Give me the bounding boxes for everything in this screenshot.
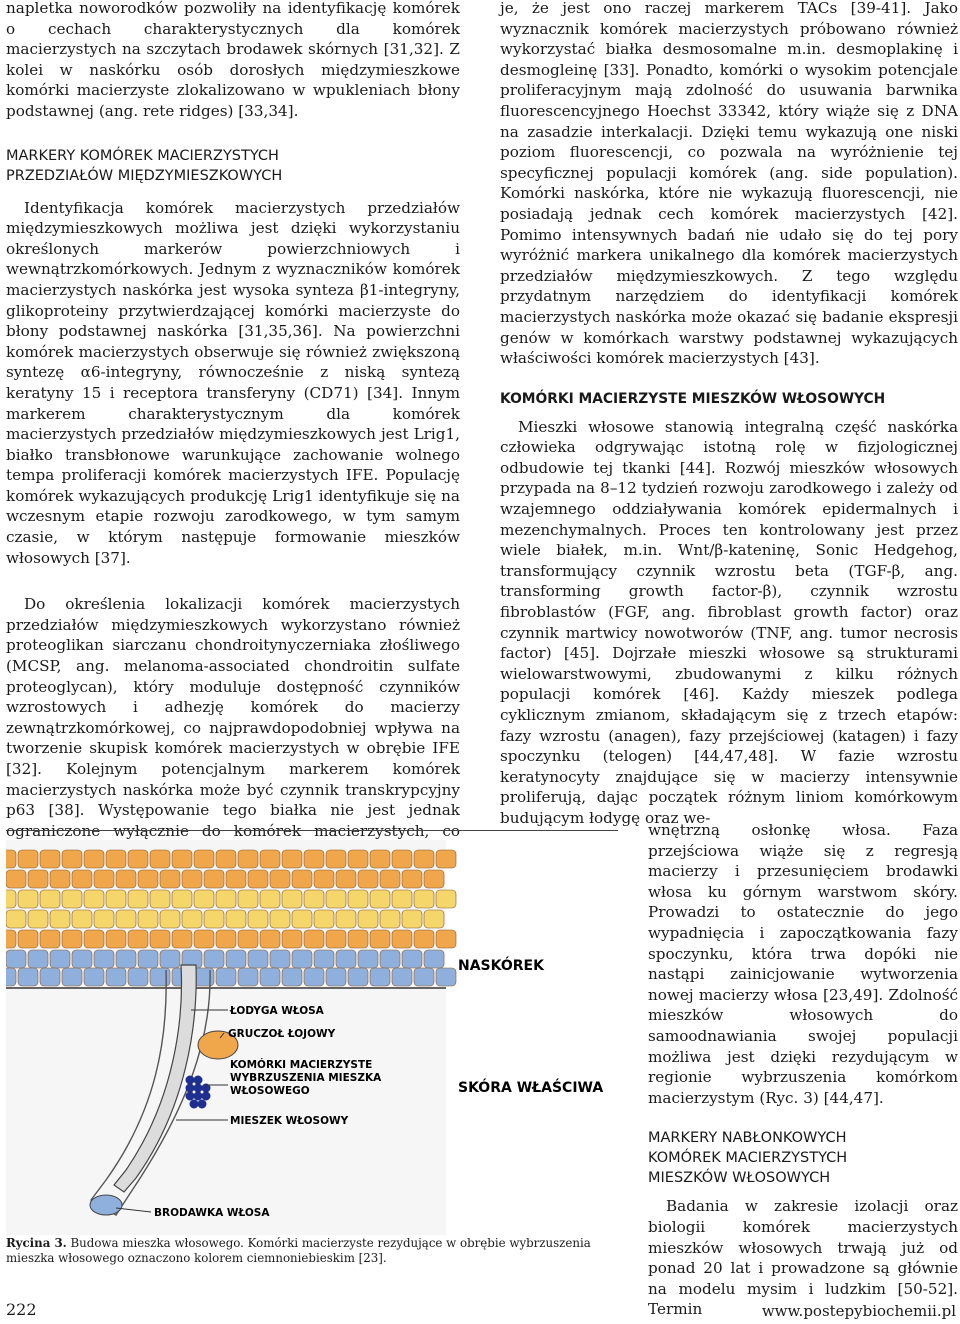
label-lodyga: ŁODYGA WŁOSA bbox=[230, 1005, 324, 1017]
figure-divider bbox=[6, 830, 618, 831]
epidermis-cell bbox=[116, 950, 136, 968]
epidermis-cell bbox=[358, 870, 378, 888]
epidermis-cell bbox=[116, 910, 136, 928]
epidermis-cell bbox=[28, 950, 48, 968]
epidermis-cell bbox=[50, 950, 70, 968]
hair-follicle-figure bbox=[6, 840, 618, 1235]
epidermis-cell bbox=[402, 910, 422, 928]
epidermis-cell bbox=[292, 910, 312, 928]
epidermis-cell bbox=[260, 890, 280, 908]
epidermis-cell bbox=[128, 968, 148, 986]
epidermis-cell bbox=[424, 870, 444, 888]
epidermis-cell bbox=[304, 850, 324, 868]
epidermis-cell bbox=[18, 850, 38, 868]
paragraph-hair-follicle: Mieszki włosowe stanowią integralną część naskórka człowieka odgrywając istotną rolę w fizjologicznej odbudowie tej tkanki [44]. Rozwój mieszków włosowych przypada na 8–12 tydzień rozwoju zarodkowego i zależy od wzajemnego oddziaływania komórek epidermalnych i mezenchymalnych. Proces ten kontrolowany jest przez wiele białek, m.in. Wnt/β-kateninę, Sonic Hedgehog, transformujący czynnik wzrostu beta (TGF-β, ang. transforming growth factor-β), czynnik wzrostu fibroblastów (FGF, ang. fibroblast growth factor) oraz czynnik martwicy nowotworów (TNF, ang. tumor necrosis factor) [45]. Dojrzałe mieszki włosowe są strukturami wielowarstwowymi, zbudowanymi z kilku różnych populacji komórek [46]. Każdy mieszek podlega cyklicznym zmianom, składającym się z trzech etapów: fazy wzrostu (anagen), fazy przejściowej (katagen) i fazy spoczynku (telogen) [44,47,48]. W fazie wzrostu keratynocyty znajdujące się w macierzy intensywnie proliferują, dając początek różnym liniom komórkowym budującym łodygę oraz we- bbox=[500, 417, 958, 827]
epidermis-cell bbox=[248, 950, 268, 968]
epidermis-cell bbox=[238, 890, 258, 908]
epidermis-cell bbox=[128, 930, 148, 948]
epidermis-cell bbox=[392, 968, 412, 986]
epidermis-cell bbox=[150, 930, 170, 948]
label-naskorek: NASKÓREK bbox=[458, 958, 544, 974]
epidermis-cell bbox=[436, 968, 456, 986]
epidermis-cell bbox=[436, 930, 456, 948]
epidermis-cell bbox=[370, 930, 390, 948]
epidermis-cell bbox=[182, 910, 202, 928]
epidermis-cell bbox=[226, 870, 246, 888]
epidermis-cell bbox=[94, 950, 114, 968]
epidermis-cell bbox=[62, 968, 82, 986]
section-heading-interfollicular: MARKERY KOMÓREK MACIERZYSTYCH PRZEDZIAŁÓW MIĘDZYMIESZKOWYCH bbox=[6, 147, 283, 184]
epidermis-cell bbox=[358, 950, 378, 968]
epidermis-cell bbox=[436, 850, 456, 868]
left-column bbox=[6, 0, 460, 862]
epidermis-cells bbox=[6, 850, 456, 988]
epidermis-cell bbox=[292, 950, 312, 968]
epidermis-cell bbox=[248, 910, 268, 928]
epidermis-cell bbox=[72, 950, 92, 968]
epidermis-cell bbox=[40, 890, 60, 908]
epidermis-cell bbox=[216, 968, 236, 986]
epidermis-cell bbox=[314, 950, 334, 968]
epidermis-cell bbox=[84, 890, 104, 908]
page-number: 222 bbox=[6, 1300, 37, 1319]
epidermis-cell bbox=[380, 870, 400, 888]
caption-label: Rycina 3. bbox=[6, 1236, 67, 1250]
epidermis-cell bbox=[348, 890, 368, 908]
paragraph-intro: napletka noworodków pozwoliły na identyfikację komórek o cechach charakterystycznych dla komórek macierzystych na szczytach brodawek skórnych [31,32]. Z kolei w naskórku osób dorosłych międzymieszkowe komórki macierzyste zlokalizowano w wpukleniach błony podstawnej (ang. rete ridges) [33,34]. bbox=[6, 0, 460, 120]
epidermis-cell bbox=[304, 968, 324, 986]
epidermis-cell bbox=[304, 890, 324, 908]
epidermis-cell bbox=[172, 930, 192, 948]
epidermis-cell bbox=[40, 850, 60, 868]
label-komorki-2: WYBRZUSZENIA MIESZKA bbox=[230, 1072, 382, 1084]
epidermis-cell bbox=[336, 870, 356, 888]
epidermis-cell bbox=[380, 950, 400, 968]
epidermis-cell bbox=[392, 890, 412, 908]
epidermis-cell bbox=[260, 968, 280, 986]
epidermis-cell bbox=[116, 870, 136, 888]
epidermis-cell bbox=[282, 930, 302, 948]
epidermis-cell bbox=[326, 850, 346, 868]
epidermis-cell bbox=[150, 850, 170, 868]
epidermis-cell bbox=[370, 850, 390, 868]
right-column-wrap bbox=[648, 820, 958, 1320]
epidermis-cell bbox=[94, 910, 114, 928]
epidermis-cell bbox=[106, 890, 126, 908]
epidermis-cell bbox=[314, 870, 334, 888]
epidermis-cell bbox=[370, 968, 390, 986]
epidermis-cell bbox=[304, 930, 324, 948]
epidermis-cell bbox=[292, 870, 312, 888]
epidermis-cell bbox=[50, 870, 70, 888]
epidermis-cell bbox=[260, 850, 280, 868]
epidermis-cell bbox=[84, 930, 104, 948]
epidermis-cell bbox=[6, 850, 16, 868]
epidermis-cell bbox=[6, 910, 26, 928]
epidermis-cell bbox=[84, 850, 104, 868]
epidermis-cell bbox=[172, 850, 192, 868]
journal-url: www.postepybiochemii.pl bbox=[761, 1302, 956, 1320]
paragraph-epithelial-markers: Badania w zakresie izolacji oraz biologii komórek macierzystych mieszków włosowych trwają już od ponad 20 lat i prowadzone są głównie na modelu mysim i ludzkim [50-52]. Termin bbox=[648, 1197, 958, 1319]
epidermis-cell bbox=[392, 930, 412, 948]
epidermis-cell bbox=[194, 930, 214, 948]
right-column bbox=[500, 0, 958, 829]
epidermis-cell bbox=[62, 890, 82, 908]
epidermis-cell bbox=[160, 870, 180, 888]
epidermis-cell bbox=[414, 968, 434, 986]
epidermis-cell bbox=[72, 870, 92, 888]
epidermis-cell bbox=[248, 870, 268, 888]
epidermis-cell bbox=[138, 910, 158, 928]
paragraph-markers: Identyfikacja komórek macierzystych przedziałów międzymieszkowych możliwa jest dzięki wykorzystaniu określonych markerów powierzchniowych i wewnątrzkomórkowych. Jednym z wyznaczników komórek macierzystych naskórka jest wysoka synteza β1-integryny, glikoproteiny przytwierdzającej komórki macierzyste do błony podstawnej naskórka [31,35,36]. Na powierzchni komórek macierzystych obserwuje się również zwiększoną syntezę α6-integryny, równocześnie z niską syntezą keratyny 15 i receptora transferyny (CD71) [34]. Innym markerem charakterystycznym dla komórek macierzystych przedziałów międzymieszkowych jest Lrig1, białko transbłonowe warunkujące zachowanie wolnego tempa proliferacji komórek macierzystych IFE. Populację komórek wykazujących produkcję Lrig1 identyfikuje się na wczesnym etapie rozwoju zarodkowego, w tym samym czasie, w którym następuje formowanie mieszków włosowych [37]. bbox=[6, 198, 460, 567]
epidermis-cell bbox=[424, 910, 444, 928]
epidermis-cell bbox=[194, 850, 214, 868]
epidermis-cell bbox=[270, 910, 290, 928]
dermal-papilla bbox=[90, 1195, 122, 1215]
paragraph-hair-follicle-continued: wnętrzną osłonkę włosa. Faza przejściowa wiąże się z regresją macierzy i przesunięciem brodawki włosa ku górnym warstwom skóry. Prowadzi to ostatecznie do jego wypadnięcia i zapoczątkowania fazy spoczynku, która trwa dopóki nie nastąpi zainicjowanie wytworzenia nowej macierzy włosa [23,49]. Zdolność mieszków włosowych do samoodnawiania swojej populacji możliwa jest dzięki rezydującym w regionie wybrzuszenia komórkom macierzystym (Ryc. 3) [44,47]. bbox=[648, 821, 958, 1107]
epidermis-cell bbox=[50, 910, 70, 928]
figure-caption bbox=[6, 1236, 618, 1266]
label-gruczol: GRUCZOŁ ŁOJOWY bbox=[228, 1028, 336, 1040]
caption-text: Budowa mieszka włosowego. Komórki macierzyste rezydujące w obrębie wybrzuszenia mieszka włosowego oznaczono kolorem ciemnoniebieskim [23]. bbox=[6, 1236, 591, 1265]
epidermis-cell bbox=[204, 950, 224, 968]
epidermis-cell bbox=[128, 890, 148, 908]
epidermis-cell bbox=[40, 930, 60, 948]
epidermis-cell bbox=[62, 850, 82, 868]
epidermis-cell bbox=[6, 870, 26, 888]
epidermis-cell bbox=[138, 950, 158, 968]
epidermis-cell bbox=[160, 950, 180, 968]
epidermis-cell bbox=[326, 890, 346, 908]
epidermis-cell bbox=[226, 910, 246, 928]
label-komorki-3: WŁOSOWEGO bbox=[230, 1085, 310, 1097]
epidermis-cell bbox=[138, 870, 158, 888]
epidermis-cell bbox=[282, 968, 302, 986]
epidermis-cell bbox=[358, 910, 378, 928]
epidermis-cell bbox=[194, 968, 214, 986]
epidermis-cell bbox=[84, 968, 104, 986]
label-skora: SKÓRA WŁAŚCIWA bbox=[458, 1080, 604, 1096]
epidermis-cell bbox=[414, 890, 434, 908]
epidermis-cell bbox=[336, 950, 356, 968]
paragraph-tacs: je, że jest ono raczej markerem TACs [39-41]. Jako wyznacznik komórek macierzystych próbowano również wykorzystać białka desmosomalne m.in. desmoplakinę i desmogleinę [33]. Ponadto, komórki o wysokim potencjale proliferacyjnym mają zdolność do usuwania barwnika fluorescencyjnego Hoechst 33342, który wiąże się z DNA na zasadzie interkalacji. Dzięki temu wykazują one niski poziom fluorescencji, co pozwala na wyróżnienie tej specyficznej populacji komórek (ang. side population). Komórki naskórka, które nie wykazują fluorescencji, nie posiadają jednak cech komórek macierzystych [42]. Pomimo intensywnych badań nie udało się do tej pory wyróżnić markera unikalnego dla komórek macierzystych przedziałów międzymieszkowych. Z tego względu przydatnym narzędziem do identyfikacji komórek macierzystych naskórka może okazać się badanie ekspresji genów w komórkach warstwy podstawnej wykazujących właściwości komórek macierzystych [43]. bbox=[500, 0, 958, 368]
epidermis-cell bbox=[62, 930, 82, 948]
hair-follicle-diagram bbox=[6, 840, 618, 1235]
epidermis-cell bbox=[182, 870, 202, 888]
epidermis-cell bbox=[370, 890, 390, 908]
epidermis-cell bbox=[6, 930, 16, 948]
epidermis-cell bbox=[106, 968, 126, 986]
epidermis-cell bbox=[326, 930, 346, 948]
label-komorki-1: KOMÓRKI MACIERZYSTE bbox=[230, 1059, 373, 1071]
epidermis-cell bbox=[150, 890, 170, 908]
label-brodawka: BRODAWKA WŁOSA bbox=[154, 1207, 270, 1219]
epidermis-cell bbox=[314, 910, 334, 928]
epidermis-cell bbox=[326, 968, 346, 986]
epidermis-cell bbox=[238, 850, 258, 868]
epidermis-cell bbox=[6, 950, 26, 968]
epidermis-cell bbox=[392, 850, 412, 868]
epidermis-cell bbox=[94, 870, 114, 888]
epidermis-cell bbox=[172, 890, 192, 908]
epidermis-cell bbox=[150, 968, 170, 986]
section-heading-epithelial-markers: MARKERY NABŁONKOWYCH KOMÓREK MACIERZYSTYCH MIESZKÓW WŁOSOWYCH bbox=[648, 1130, 848, 1187]
epidermis-cell bbox=[18, 968, 38, 986]
epidermis-cell bbox=[402, 950, 422, 968]
epidermis-cell bbox=[348, 850, 368, 868]
epidermis-cell bbox=[18, 930, 38, 948]
epidermis-cell bbox=[414, 850, 434, 868]
epidermis-cell bbox=[380, 910, 400, 928]
epidermis-cell bbox=[216, 890, 236, 908]
epidermis-cell bbox=[436, 890, 456, 908]
epidermis-cell bbox=[238, 930, 258, 948]
paragraph-mcsp: Do określenia lokalizacji komórek macierzystych przedziałów międzymieszkowych wykorzystano również proteoglikan siarczanu chondroitynyczerniaka złośliwego (MCSP, ang. melanoma-associated chondroitin sulfate proteoglycan), który moduluje dostępność czynników wzrostowych i adhezję komórek do macierzy zewnątrzkomórkowej, co najprawdopodobniej wpływa na tworzenie skupisk komórek macierzystych w obrębie IFE [32]. Kolejnym potencjalnym markerem komórek macierzystych naskórka może być czynnik transkrypcyjny p63 [38]. Występowanie tego białka nie jest jednak ograniczone wyłącznie do komórek macierzystych, co bbox=[6, 595, 460, 840]
epidermis-cell bbox=[348, 968, 368, 986]
epidermis-cell bbox=[6, 890, 16, 908]
epidermis-cell bbox=[270, 950, 290, 968]
epidermis-cell bbox=[282, 850, 302, 868]
epidermis-cell bbox=[348, 930, 368, 948]
epidermis-cell bbox=[18, 890, 38, 908]
epidermis-cell bbox=[226, 950, 246, 968]
epidermis-cell bbox=[72, 910, 92, 928]
epidermis-cell bbox=[28, 910, 48, 928]
epidermis-cell bbox=[28, 870, 48, 888]
epidermis-cell bbox=[128, 850, 148, 868]
epidermis-cell bbox=[106, 930, 126, 948]
epidermis-cell bbox=[106, 850, 126, 868]
epidermis-cell bbox=[6, 968, 16, 986]
epidermis-cell bbox=[270, 870, 290, 888]
epidermis-cell bbox=[204, 910, 224, 928]
epidermis-cell bbox=[40, 968, 60, 986]
epidermis-cell bbox=[402, 870, 422, 888]
epidermis-cell bbox=[424, 950, 444, 968]
epidermis-cell bbox=[216, 930, 236, 948]
epidermis-cell bbox=[204, 870, 224, 888]
epidermis-cell bbox=[160, 910, 180, 928]
epidermis-cell bbox=[194, 890, 214, 908]
epidermis-cell bbox=[216, 850, 236, 868]
epidermis-cell bbox=[238, 968, 258, 986]
label-mieszek: MIESZEK WŁOSOWY bbox=[230, 1115, 349, 1127]
epidermis-cell bbox=[414, 930, 434, 948]
section-heading-hair-follicle: KOMÓRKI MACIERZYSTE MIESZKÓW WŁOSOWYCH bbox=[500, 390, 886, 407]
epidermis-cell bbox=[336, 910, 356, 928]
epidermis-cell bbox=[260, 930, 280, 948]
epidermis-cell bbox=[282, 890, 302, 908]
